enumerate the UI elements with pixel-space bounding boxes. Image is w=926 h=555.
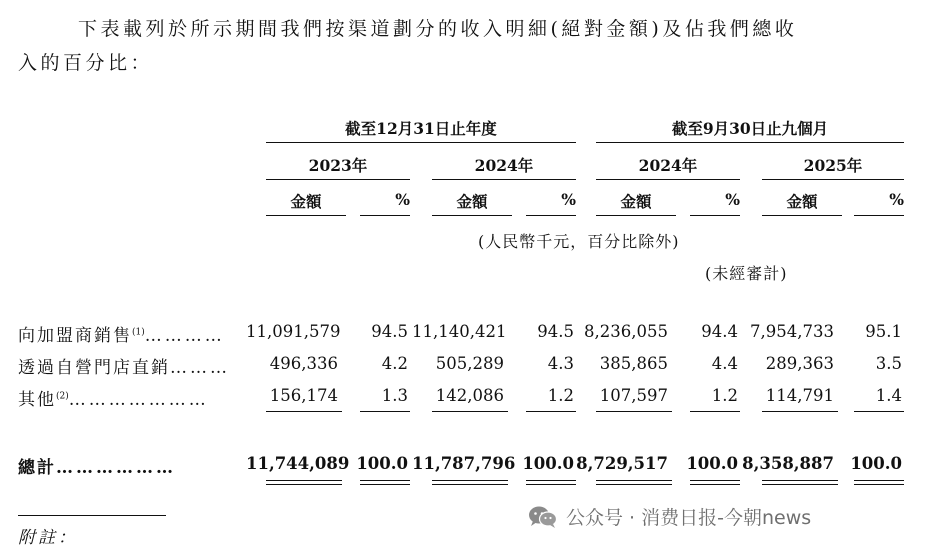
total-double-rule: [526, 480, 576, 485]
total-cell: 100.0: [686, 454, 738, 473]
table-cell: 94.5: [371, 322, 408, 341]
notes-divider: [18, 515, 166, 516]
table-cell: 1.2: [547, 386, 574, 405]
total-double-rule: [360, 480, 410, 485]
row-label-others: 其他$^{(2)}$…………………: [18, 390, 209, 410]
notes-heading: 附註：: [18, 528, 78, 548]
table-cell: 289,363: [765, 354, 834, 373]
table-cell: 385,865: [599, 354, 668, 373]
row-label-franchise: 向加盟商銷售$^{(1)}$…………: [18, 326, 225, 346]
table-cell: 4.4: [711, 354, 738, 373]
table-cell: 7,954,733: [750, 322, 834, 341]
total-cell: 8,729,517: [576, 454, 668, 473]
table-cell: 94.4: [701, 322, 738, 341]
table-cell: 11,140,421: [412, 322, 507, 341]
row-label-direct-sales: 透過自營門店直銷………: [18, 358, 230, 378]
amount-header: 金額: [290, 192, 322, 211]
total-double-rule: [432, 480, 508, 485]
percent-header: %: [725, 190, 740, 209]
table-cell: 95.1: [865, 322, 902, 341]
table-cell: 94.5: [537, 322, 574, 341]
subheader-rule: [266, 215, 346, 216]
subtotal-rule: [360, 411, 410, 412]
year-rule: [762, 179, 904, 180]
header-rule: [596, 142, 904, 143]
total-cell: 100.0: [850, 454, 902, 473]
table-cell: 107,597: [599, 386, 668, 405]
percent-header: %: [395, 190, 410, 209]
percent-header: %: [889, 190, 904, 209]
header-nine-months: 截至9月30日止九個月: [671, 119, 829, 138]
amount-header: 金額: [620, 192, 652, 211]
header-rule: [266, 142, 576, 143]
table-cell: 142,086: [435, 386, 504, 405]
unit-note: (人民幣千元，百分比除外): [478, 232, 680, 251]
intro-line-2: 入的百分比：: [18, 52, 154, 74]
row-label-total: 總計………………: [18, 458, 176, 478]
subtotal-rule: [854, 411, 904, 412]
table-cell: 1.3: [381, 386, 408, 405]
intro-line-1: 下表載列於所示期間我們按渠道劃分的收入明細(絕對金額)及佔我們總收: [78, 18, 798, 40]
table-cell: 4.2: [381, 354, 408, 373]
subheader-rule: [596, 215, 676, 216]
header-year-ended: 截至12月31日止年度: [345, 119, 497, 138]
total-cell: 100.0: [356, 454, 408, 473]
year-header: 2024年: [474, 156, 534, 175]
subtotal-rule: [432, 411, 508, 412]
table-cell: 505,289: [435, 354, 504, 373]
year-rule: [266, 179, 410, 180]
total-double-rule: [690, 480, 740, 485]
total-double-rule: [762, 480, 838, 485]
intro-paragraph: [18, 12, 918, 80]
table-cell: 8,236,055: [584, 322, 668, 341]
year-header: 2023年: [308, 156, 368, 175]
total-cell: 11,787,796: [412, 454, 516, 473]
subheader-rule: [762, 215, 842, 216]
total-double-rule: [596, 480, 672, 485]
wechat-icon: [528, 504, 558, 530]
table-cell: 1.4: [875, 386, 902, 405]
unaudited-note: (未經審計): [705, 264, 788, 283]
subheader-rule: [526, 215, 576, 216]
subtotal-rule: [596, 411, 672, 412]
subtotal-rule: [762, 411, 838, 412]
table-cell: 114,791: [765, 386, 834, 405]
year-header: 2025年: [803, 156, 863, 175]
year-rule: [432, 179, 576, 180]
year-header: 2024年: [638, 156, 698, 175]
amount-header: 金額: [456, 192, 488, 211]
total-cell: 100.0: [522, 454, 574, 473]
watermark: [528, 503, 811, 530]
subtotal-rule: [526, 411, 576, 412]
year-rule: [596, 179, 740, 180]
total-double-rule: [854, 480, 904, 485]
table-cell: 496,336: [269, 354, 338, 373]
total-double-rule: [266, 480, 342, 485]
table-cell: 3.5: [875, 354, 902, 373]
subtotal-rule: [266, 411, 342, 412]
total-cell: 8,358,887: [742, 454, 834, 473]
subheader-rule: [432, 215, 512, 216]
subtotal-rule: [690, 411, 740, 412]
subheader-rule: [690, 215, 740, 216]
table-cell: 1.2: [711, 386, 738, 405]
subheader-rule: [360, 215, 410, 216]
table-cell: 156,174: [269, 386, 338, 405]
total-cell: 11,744,089: [246, 454, 350, 473]
amount-header: 金額: [786, 192, 818, 211]
watermark-text: 公众号 · 消费日报-今朝news: [566, 507, 812, 529]
subheader-rule: [854, 215, 904, 216]
table-cell: 4.3: [547, 354, 574, 373]
percent-header: %: [561, 190, 576, 209]
table-cell: 11,091,579: [246, 322, 341, 341]
